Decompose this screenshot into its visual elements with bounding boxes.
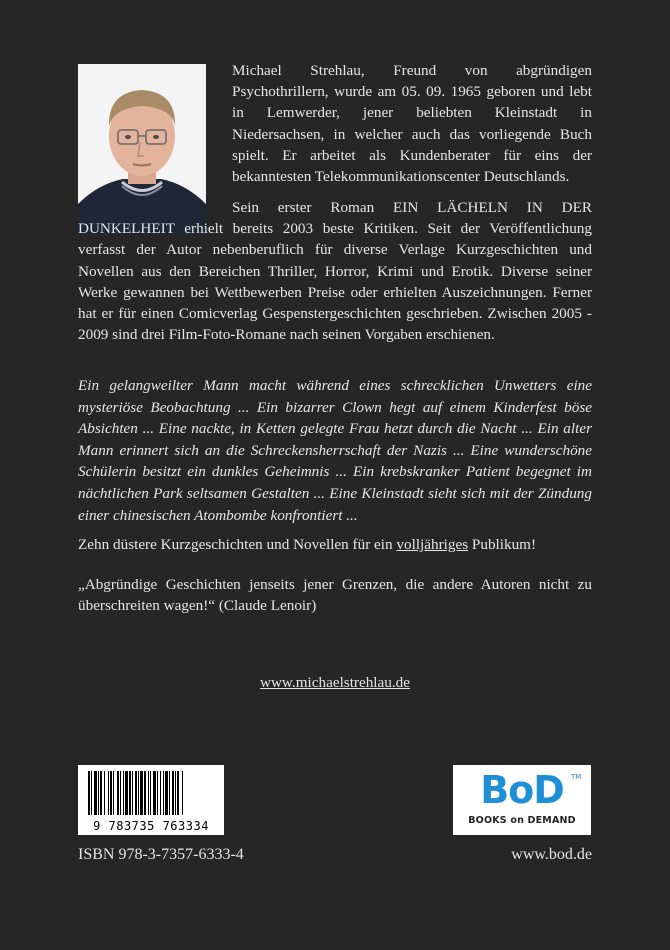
barcode-digits: 9 783735 763334: [93, 819, 209, 833]
barcode-bar: [140, 771, 143, 815]
isbn-text: ISBN 978-3-7357-6333-4: [78, 846, 244, 863]
barcode-bar: [110, 771, 112, 815]
barcode-bar: [138, 771, 139, 815]
barcode-bar: [98, 771, 99, 815]
barcode-bar: [91, 771, 92, 815]
tagline-underlined: volljähriges: [396, 536, 469, 553]
review-quote: „Abgründige Geschichten jenseits jener Grenzen, die andere Autoren nicht zu überschreiten wagen!“ (Claude Lenoir): [78, 576, 592, 615]
barcode-bar: [88, 771, 90, 815]
publisher-url[interactable]: www.bod.de: [511, 846, 592, 863]
trademark-mark: TM: [571, 773, 582, 781]
barcode-bar: [182, 771, 183, 815]
barcode-bar: [153, 771, 156, 815]
barcode-bar: [132, 771, 133, 815]
barcode-bar: [135, 771, 137, 815]
barcode-bar: [129, 771, 131, 815]
barcode-bar: [113, 771, 114, 815]
barcode-bars: [78, 765, 224, 820]
barcode-bar: [117, 771, 119, 815]
author-bio-paragraph-1: Michael Strehlau, Freund von abgründigen Psychothrillern, wurde am 05. 09. 1965 geboren und lebt in Lemwerder, jener beliebten Kleinstadt in Niedersachsen, in welcher auch das vorliegende Buch spielt. Er arbeitet als Kundenberater für eins der bekanntesten Telekommunikationscenter Deutschlands.: [232, 62, 592, 186]
book-teaser: Ein gelangweilter Mann macht während eines schrecklichen Unwetters eine mysteriöse Beobachtung ... Ein bizarrer Clown hegt auf einem Kinderfest böse Absichten ... Eine nackte, in Ketten gelegte Frau hetzt durch die Nacht ... Ein alter Mann erinnert sich an die Schreckensherrschaft der Nazis ... Eine wunderschöne Schülerin besitzt ein dunkles Geheimnis ... Ein krebskranker Patient begegnet im nächtlichen Park seltsamen Gestalten ... Eine Kleinstadt sieht sich mit der Zündung einer chinesischen Atombombe konfrontiert ...: [78, 377, 592, 524]
barcode-bar: [120, 771, 121, 815]
barcode-bar: [104, 771, 105, 815]
barcode-bar: [165, 771, 168, 815]
publisher-logo: [453, 765, 591, 835]
barcode-bar: [157, 771, 158, 815]
barcode-bar: [163, 771, 164, 815]
author-website-link[interactable]: [0, 674, 670, 692]
author-bio-paragraph-2: [78, 197, 592, 345]
barcode-bar: [175, 771, 176, 815]
tagline-after: Publikum!: [468, 536, 537, 553]
barcode-bar: [177, 771, 179, 815]
barcode-bar: [172, 771, 174, 815]
tagline: [78, 534, 592, 555]
barcode-bar: [94, 771, 97, 815]
isbn-barcode: [78, 765, 224, 835]
barcode-bar: [169, 771, 170, 815]
bio-paragraph-2-lead: Sein erster Roman EIN LÄCHELN IN DER: [232, 199, 592, 216]
barcode-bar: [144, 771, 146, 815]
barcode-bar: [100, 771, 102, 815]
publisher-logo-subtitle: BOOKS on DEMAND: [468, 815, 576, 826]
barcode-bar: [123, 771, 124, 815]
author-website-text[interactable]: www.michaelstrehlau.de: [260, 674, 410, 691]
barcode-bar: [148, 771, 149, 815]
bio-paragraph-2-rest: DUNKELHEIT erhielt bereits 2003 beste Kritiken. Seit der Veröffentlichung verfasst der Autor nebenberuflich für diverse Verlage Kurzgeschichten und Novellen aus den Bereichen Thriller, Horror, Krimi und Erotik. Diverse seiner Werke gewannen bei Wettbewerben Preise oder erhielten Auszeichnungen. Ferner hat er für einen Comicverlag Gespenstergeschichten geschrieben. Zwischen 2005 - 2009 sind drei Film-Foto-Romane nach seinen Vorgaben erschienen.: [78, 220, 592, 344]
barcode-bar: [150, 771, 151, 815]
publisher-logo-word: BoD: [480, 768, 564, 812]
barcode-bar: [160, 771, 161, 815]
barcode-bar: [125, 771, 128, 815]
tagline-before: Zehn düstere Kurzgeschichten und Novellen für ein: [78, 536, 397, 553]
barcode-bar: [108, 771, 109, 815]
